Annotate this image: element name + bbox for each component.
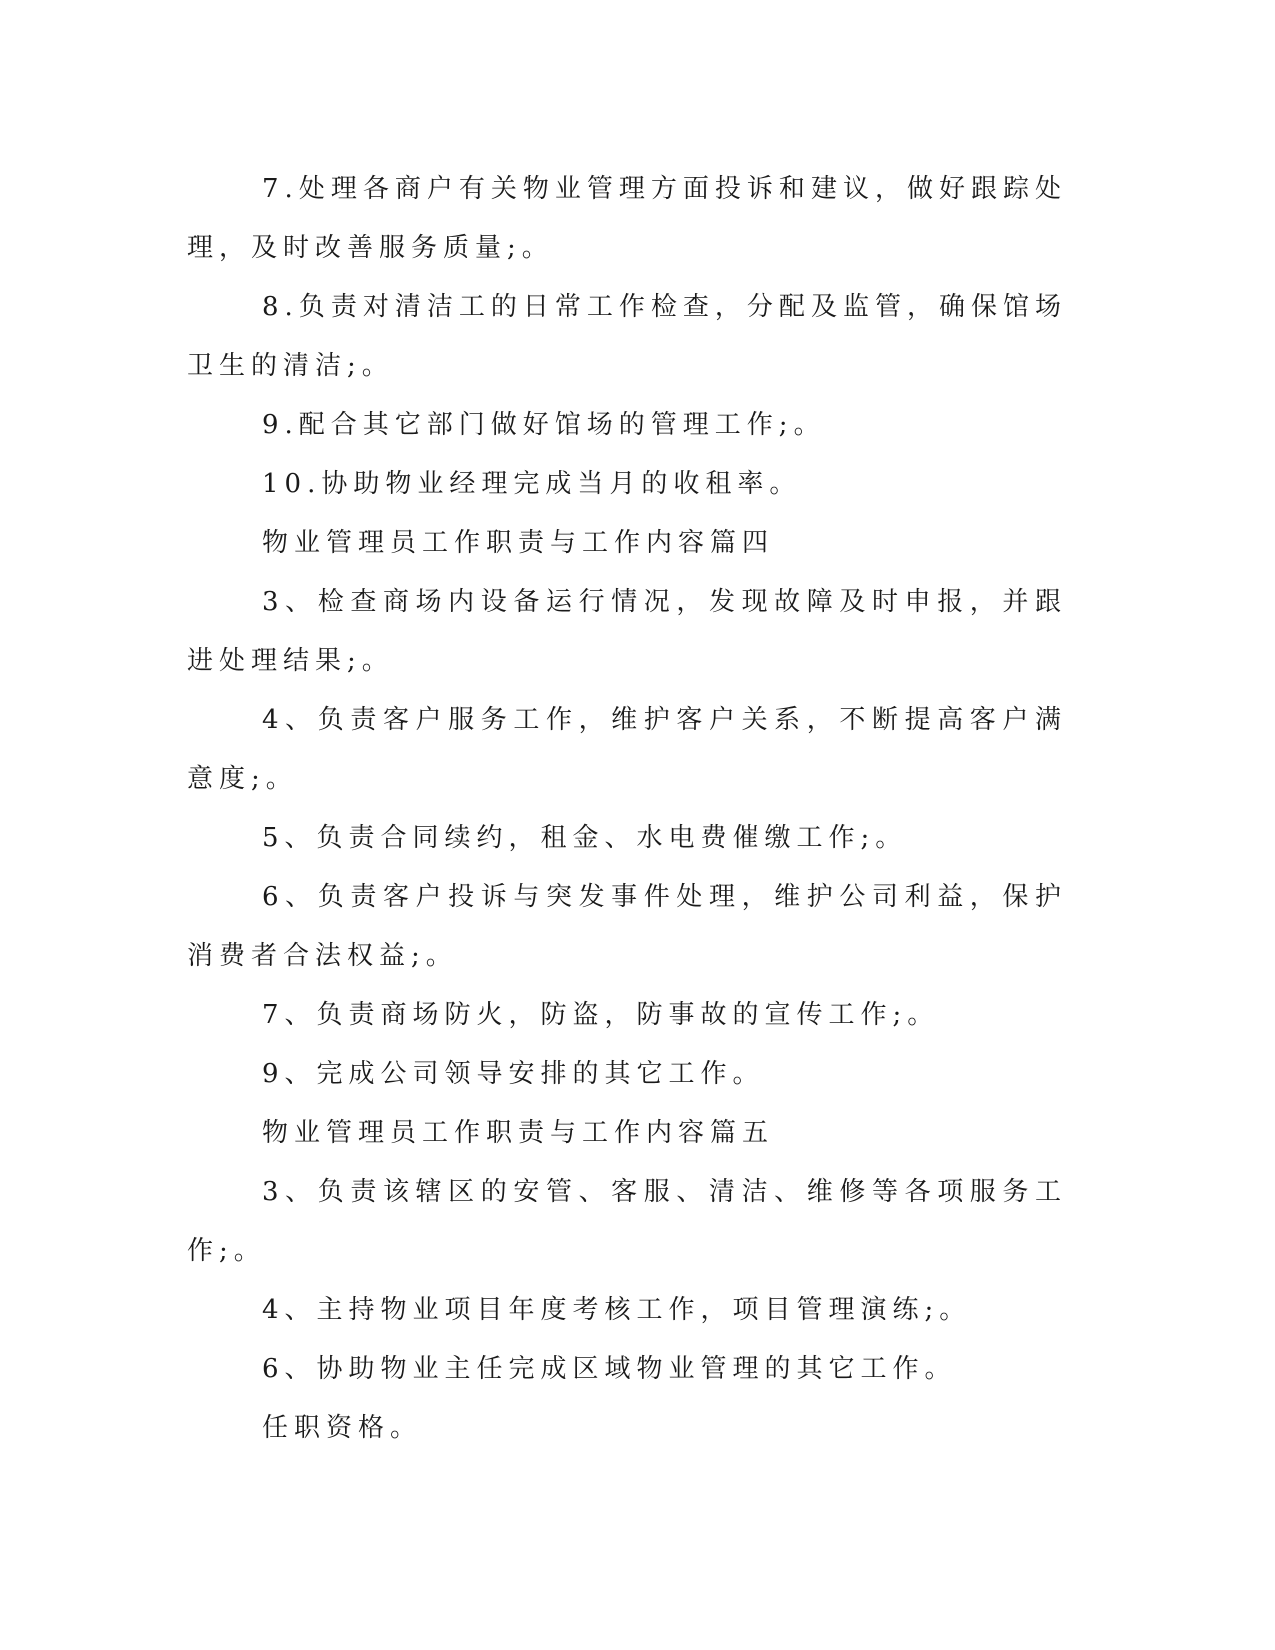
paragraph-qualifications: 任职资格。 bbox=[262, 1413, 423, 1443]
paragraph-duty-3: 3、检查商场内设备运行情况，发现故障及时申报，并跟进处理结果;。 bbox=[187, 587, 1067, 676]
paragraph-item-8: 8.负责对清洁工的日常工作检查，分配及监管，确保馆场卫生的清洁;。 bbox=[187, 292, 1067, 381]
paragraph-duty-7: 7、负责商场防火，防盗，防事故的宣传工作;。 bbox=[262, 1000, 940, 1030]
paragraph-task-6: 6、协助物业主任完成区域物业管理的其它工作。 bbox=[262, 1354, 957, 1384]
paragraph-duty-5: 5、负责合同续约，租金、水电费催缴工作;。 bbox=[262, 823, 908, 853]
section-heading-part-four: 物业管理员工作职责与工作内容篇四 bbox=[262, 528, 775, 558]
paragraph-item-9: 9.配合其它部门做好馆场的管理工作;。 bbox=[262, 410, 826, 440]
document-body bbox=[187, 160, 1067, 1458]
paragraph-item-10: 10.协助物业经理完成当月的收租率。 bbox=[262, 469, 802, 499]
paragraph-task-3: 3、负责该辖区的安管、客服、清洁、维修等各项服务工作;。 bbox=[187, 1177, 1067, 1266]
paragraph-item-7: 7.处理各商户有关物业管理方面投诉和建议，做好跟踪处理，及时改善服务质量;。 bbox=[187, 174, 1067, 263]
section-heading-part-five: 物业管理员工作职责与工作内容篇五 bbox=[262, 1118, 775, 1148]
paragraph-task-4: 4、主持物业项目年度考核工作，项目管理演练;。 bbox=[262, 1295, 972, 1325]
paragraph-duty-4: 4、负责客户服务工作，维护客户关系，不断提高客户满意度;。 bbox=[187, 705, 1067, 794]
paragraph-duty-6: 6、负责客户投诉与突发事件处理，维护公司利益，保护消费者合法权益;。 bbox=[187, 882, 1067, 971]
paragraph-duty-9: 9、完成公司领导安排的其它工作。 bbox=[262, 1059, 765, 1089]
